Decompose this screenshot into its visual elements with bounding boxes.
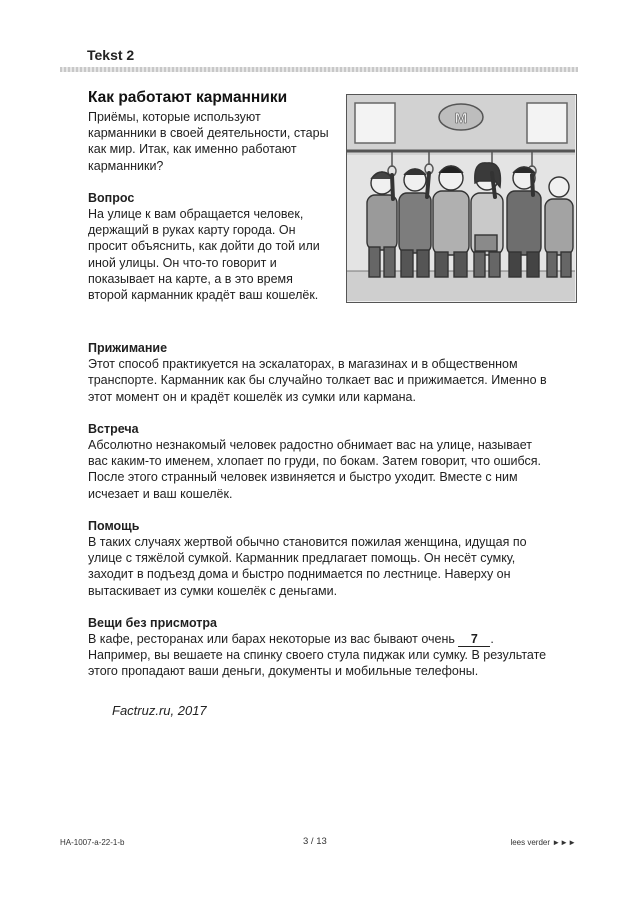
text-number-label: Tekst 2 bbox=[87, 47, 135, 63]
section-heading-prizhimanie: Прижимание bbox=[88, 341, 168, 355]
section-text-prizhimanie: Этот способ практикуется на эскалаторах, в магазинах и в общественном транспорте. Карманник как бы случайно толкает вас и прижимается. Именно в этот момент он и крадёт кошелёк из сумки или кармана. bbox=[88, 357, 547, 404]
article bbox=[88, 88, 550, 680]
section-heading-vopros: Вопрос bbox=[88, 190, 135, 205]
article-top-block bbox=[88, 88, 550, 324]
section-heading-veshchi: Вещи без присмотра bbox=[88, 615, 217, 630]
metro-crowd-illustration bbox=[346, 94, 577, 303]
header-divider bbox=[60, 67, 578, 72]
section-text-vstrecha: Абсолютно незнакомый человек радостно обнимает вас на улице, называет вас каким-то именем, хлопает по груди, по бокам. Затем говорит, что ошибся. После этого странный человек извиняется и быстро уходит. Вместе с ним исчезает и ваш кошелёк. bbox=[88, 438, 541, 501]
section-heading-vstrecha: Встреча bbox=[88, 421, 139, 436]
gap-7-blank: 7 bbox=[458, 633, 490, 647]
footer-page-number: 3 / 13 bbox=[303, 836, 327, 847]
section-text-pomoshch: В таких случаях жертвой обычно становится пожилая женщина, идущая по улице с тяжёлой сумкой. Карманник предлагает помощь. Он несёт сумку, заходит в подъезд дома и быстро поднимается по лестнице. Наверху он вытаскивает из сумки кошелёк с деньгами. bbox=[88, 535, 527, 598]
section-heading-pomoshch: Помощь bbox=[88, 518, 140, 533]
section-prizhimanie bbox=[88, 340, 550, 405]
article-left-column bbox=[88, 88, 332, 303]
section-text-veshchi-before: В кафе, ресторанах или барах некоторые из вас бывают очень bbox=[88, 632, 459, 647]
section-text-vopros: На улице к вам обращается человек, держащий в руках карту города. Он просит объяснить, как дойти до той или иной улицы. Он что-то говорит и показывает на карте, а в это время второй карманник крадёт ваш кошелёк. bbox=[88, 207, 320, 303]
section-text-veshchi-after: . Например, вы вешаете на спинку своего стула пиджак или сумку. В результате этого пропадают ваши деньги, документы и мобильные телефоны. bbox=[88, 632, 547, 679]
section-vstrecha bbox=[88, 421, 550, 502]
metro-crowd-drawing bbox=[347, 95, 575, 301]
footer-exam-code: HA-1007-a-22-1-b bbox=[60, 838, 125, 847]
section-pomoshch bbox=[88, 518, 550, 599]
metro-sign-letter: M bbox=[454, 110, 468, 127]
section-veshchi bbox=[88, 615, 550, 680]
section-text-veshchi bbox=[88, 631, 550, 680]
source-citation: Factruz.ru, 2017 bbox=[112, 703, 207, 718]
article-intro: Приёмы, которые используют карманники в своей деятельности, стары как мир. Итак, как именно работают карманники? bbox=[88, 110, 329, 173]
article-title: Как работают карманники bbox=[88, 89, 288, 106]
footer-lees-verder: lees verder ►►► bbox=[510, 838, 576, 847]
